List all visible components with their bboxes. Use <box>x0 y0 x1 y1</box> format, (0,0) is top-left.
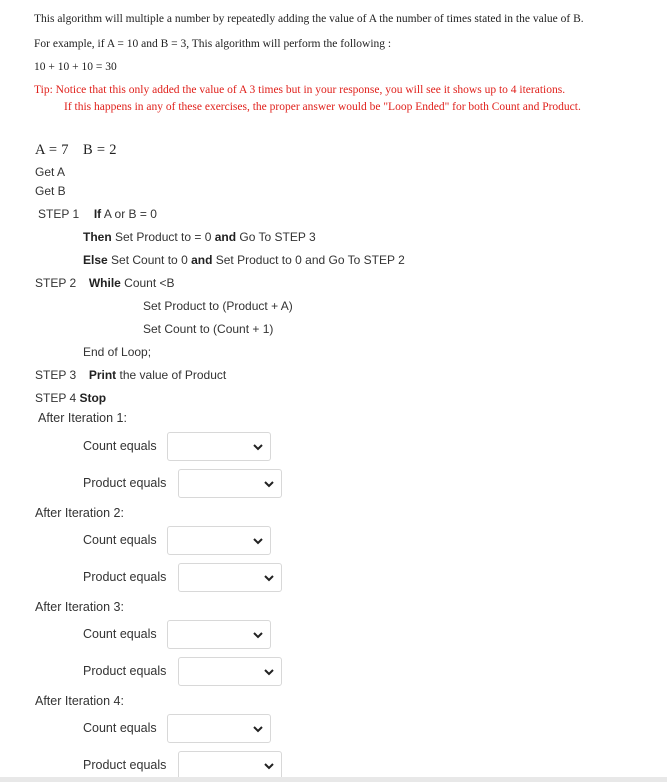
iteration-4-product-select[interactable] <box>178 751 282 780</box>
value-b: B = 2 <box>83 142 117 158</box>
chevron-down-icon <box>252 630 264 640</box>
chevron-down-icon <box>263 667 275 677</box>
print-keyword: Print <box>88 368 117 382</box>
else-text: Set Count to 0 <box>107 253 192 267</box>
print-text: the value of Product <box>116 368 227 382</box>
chevron-down-icon <box>252 536 264 546</box>
step-4-label: STEP 4 <box>35 391 80 405</box>
intro-line-3: 10 + 10 + 10 = 30 <box>34 61 117 73</box>
iteration-2-product-label: Product equals <box>83 570 167 584</box>
chevron-down-icon <box>252 724 264 734</box>
chevron-down-icon <box>263 573 275 583</box>
intro-line-2: For example, if A = 10 and B = 3, This algorithm will perform the following : <box>34 38 392 50</box>
iteration-2-product-select[interactable] <box>178 563 282 592</box>
while-condition: Count <B <box>120 276 175 290</box>
chevron-down-icon <box>263 761 275 771</box>
else-and-keyword: and <box>191 253 213 267</box>
iteration-2-count-select[interactable] <box>167 526 271 555</box>
step-2 <box>35 276 175 290</box>
then-keyword: Then <box>83 230 112 244</box>
get-b: Get B <box>35 184 66 198</box>
step-2-label: STEP 2 <box>35 276 77 290</box>
then-and-keyword: and <box>214 230 237 244</box>
value-a: A = 7 <box>35 142 69 158</box>
else-keyword: Else <box>83 253 108 267</box>
chevron-down-icon <box>263 479 275 489</box>
else-line <box>83 253 405 267</box>
iteration-3-count-label: Count equals <box>83 627 157 641</box>
iteration-1-count-select[interactable] <box>167 432 271 461</box>
iteration-4-heading: After Iteration 4: <box>35 694 124 708</box>
step-4 <box>35 391 106 405</box>
iteration-1-count-label: Count equals <box>83 439 157 453</box>
iteration-1-heading: After Iteration 1: <box>38 411 127 425</box>
iteration-4-count-select[interactable] <box>167 714 271 743</box>
else-tail: Set Product to 0 and Go To STEP 2 <box>212 253 405 267</box>
iteration-3-heading: After Iteration 3: <box>35 600 124 614</box>
iteration-4-count-label: Count equals <box>83 721 157 735</box>
stop-keyword: Stop <box>79 391 107 405</box>
end-loop-line: End of Loop; <box>83 345 152 359</box>
if-condition: A or B = 0 <box>101 207 157 221</box>
step-1 <box>38 207 157 221</box>
tip-line-2: If this happens in any of these exercises, the proper answer would be "Loop Ended" for both Count and Product. <box>64 101 581 113</box>
then-tail: Go To STEP 3 <box>236 230 316 244</box>
iteration-4-product-label: Product equals <box>83 758 167 772</box>
step-3-label: STEP 3 <box>35 368 77 382</box>
iteration-1-product-label: Product equals <box>83 476 167 490</box>
set-product-line: Set Product to (Product + A) <box>143 299 293 313</box>
while-keyword: While <box>88 276 121 290</box>
tip-line-1: Tip: Notice that this only added the value of A 3 times but in your response, you will see it shows up to 4 iterations. <box>34 84 566 96</box>
page-bottom-edge <box>0 777 667 782</box>
if-keyword: If <box>93 207 102 221</box>
then-line <box>83 230 316 244</box>
iteration-3-product-label: Product equals <box>83 664 167 678</box>
intro-line-1: This algorithm will multiple a number by repeatedly adding the value of A the number of times stated in the value of B. <box>34 13 584 25</box>
iteration-1-product-select[interactable] <box>178 469 282 498</box>
chevron-down-icon <box>252 442 264 452</box>
set-count-line: Set Count to (Count + 1) <box>143 322 274 336</box>
iteration-3-count-select[interactable] <box>167 620 271 649</box>
step-1-label: STEP 1 <box>38 207 80 221</box>
iteration-2-heading: After Iteration 2: <box>35 506 124 520</box>
iteration-2-count-label: Count equals <box>83 533 157 547</box>
iteration-3-product-select[interactable] <box>178 657 282 686</box>
get-a: Get A <box>35 165 66 179</box>
step-3 <box>35 368 226 382</box>
then-text: Set Product to = 0 <box>111 230 215 244</box>
